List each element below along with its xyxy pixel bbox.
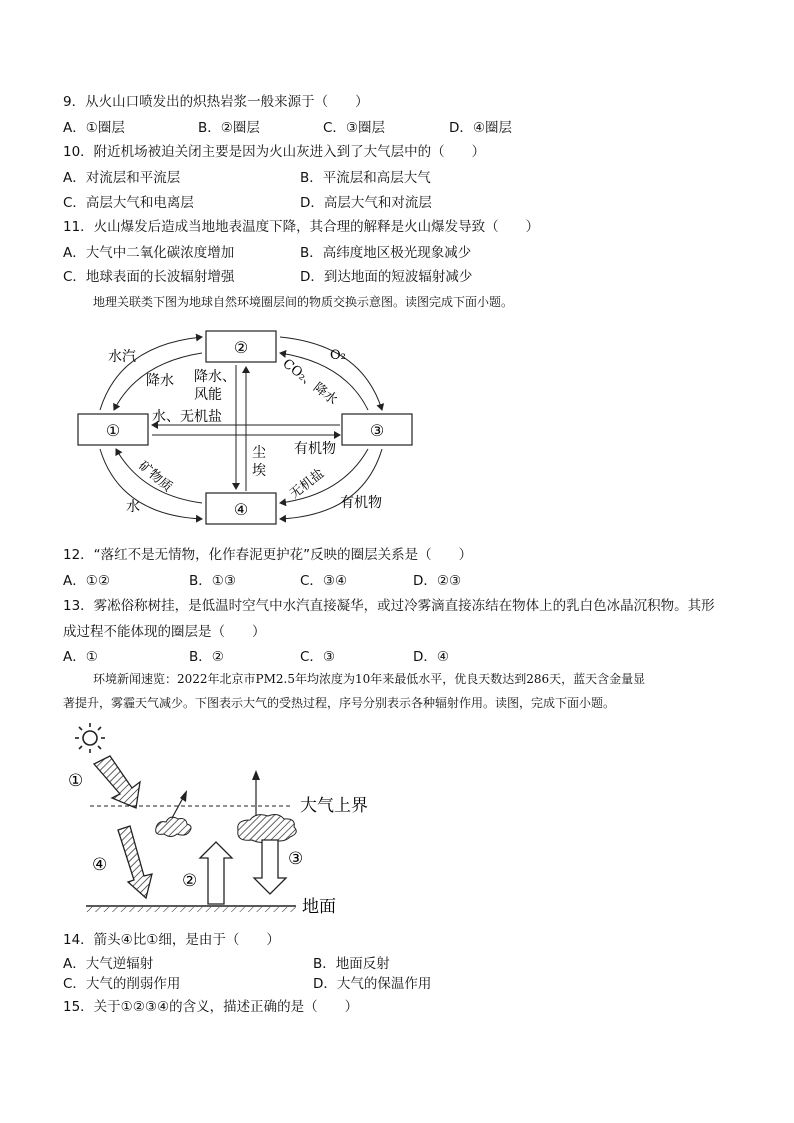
diagram2-intro-line2: 著提升，雾霾天气减少。下图表示大气的受热过程，序号分别表示各种辐射作用。读图，完成下面小题。 <box>63 696 616 710</box>
q10-option-b: B．平流层和高层大气 <box>300 170 431 186</box>
q13-option-d: D．④ <box>413 649 449 665</box>
label-water-bottom: 水 <box>126 499 140 515</box>
box-1-label: ① <box>105 421 121 440</box>
q12-option-b: B．①③ <box>189 573 236 589</box>
q12-option-c: C．③④ <box>300 573 348 589</box>
large-cloud <box>238 815 297 843</box>
q11-option-d: D．到达地面的短波辐射减少 <box>300 269 473 285</box>
label-ground: 地面 <box>302 897 336 917</box>
q11-option-a: A．大气中二氧化碳浓度增加 <box>63 245 235 261</box>
q9-option-b: B．②圈层 <box>198 120 260 136</box>
label-n4: ④ <box>92 855 108 875</box>
label-rain-wind-1: 降水、 <box>194 369 236 385</box>
arrow-2-ground-radiation <box>200 842 232 904</box>
q13-option-a: A．① <box>63 649 98 665</box>
label-o2: O₂ <box>330 348 346 363</box>
q13-option-b: B．② <box>189 649 224 665</box>
label-co2-rain: CO₂、降水 <box>279 356 340 409</box>
q13-stem-line1: 13．雾凇俗称树挂，是低温时空气中水汽直接凝华，或过冷雾滴直接冻结在物体上的乳白色冰晶沉积物。其形 <box>63 598 715 614</box>
label-organic-bottom: 有机物 <box>340 495 382 511</box>
label-n3: ③ <box>288 849 304 869</box>
q12-stem: 12．“落红不是无情物，化作春泥更护花”反映的圈层关系是（ ） <box>63 547 473 563</box>
q10-stem: 10．附近机场被迫关闭主要是因为火山灰进入到了大气层中的（ ） <box>63 144 486 160</box>
sun-icon <box>75 723 105 753</box>
q14-option-a: A．大气逆辐射 <box>63 956 154 972</box>
label-dust-2: 埃 <box>252 463 266 479</box>
q11-stem: 11．火山爆发后造成当地地表温度下降，其合理的解释是火山爆发导致（ ） <box>63 219 540 235</box>
diagram2-intro-line1: 环境新闻速览：2022年北京市PM2.5年均浓度为10年来最低水平，优良天数达到286天，蓝天含金量显 <box>93 672 646 686</box>
q14-option-c: C．大气的削弱作用 <box>63 976 181 992</box>
arrow-3-atmospheric-counter-radiation <box>254 840 286 894</box>
q15-stem: 15．关于①②③④的含义，描述正确的是（ ） <box>63 999 359 1015</box>
sphere-exchange-diagram <box>70 325 420 535</box>
q13-stem-line2: 成过程不能体现的圈层是（ ） <box>63 624 266 640</box>
label-mineral: 矿物质 <box>135 458 175 496</box>
q14-option-d: D．大气的保温作用 <box>313 976 432 992</box>
q14-stem: 14．箭头④比①细，是由于（ ） <box>63 932 280 948</box>
q9-option-a: A．①圈层 <box>63 120 125 136</box>
q9-stem: 9．从火山口喷发出的炽热岩浆一般来源于（ ） <box>63 94 369 110</box>
q10-option-d: D．高层大气和对流层 <box>300 195 432 211</box>
label-dust-1: 尘 <box>252 445 266 461</box>
box-2-label: ② <box>233 338 249 357</box>
arrow-water-bottom <box>100 449 202 519</box>
q10-option-c: C．高层大气和电离层 <box>63 195 194 211</box>
q13-option-c: C．③ <box>300 649 336 665</box>
q9-option-c: C．③圈层 <box>323 120 386 136</box>
q9-option-d: D．④圈层 <box>449 120 512 136</box>
q10-option-a: A．对流层和平流层 <box>63 170 181 186</box>
label-n1: ① <box>68 771 84 791</box>
ground-hatch <box>86 907 296 912</box>
box-3-label: ③ <box>369 421 385 440</box>
label-n2: ② <box>182 871 198 891</box>
q12-option-d: D．②③ <box>413 573 462 589</box>
small-cloud <box>156 817 191 836</box>
label-rain-left: 降水 <box>146 373 174 389</box>
box-4-label: ④ <box>233 500 249 519</box>
label-atmosphere-top: 大气上界 <box>300 796 368 816</box>
q12-option-a: A．①② <box>63 573 110 589</box>
label-rain-wind-2: 风能 <box>194 387 222 403</box>
q11-option-b: B．高纬度地区极光现象减少 <box>300 245 472 261</box>
label-vapor: 水汽 <box>108 349 136 365</box>
q14-option-b: B．地面反射 <box>313 956 390 972</box>
label-salt-bottom: 无机盐 <box>287 466 328 503</box>
label-organic-mid: 有机物 <box>294 441 336 457</box>
arrow-1-solar-radiation <box>94 756 140 808</box>
diagram1-intro: 地理关联类下图为地球自然环境圈层间的物质交换示意图。读图完成下面小题。 <box>93 295 514 309</box>
label-water-salt: 水、无机盐 <box>152 409 222 425</box>
arrow-4-ground-radiation-in <box>118 826 152 898</box>
atmosphere-heating-diagram <box>60 718 400 918</box>
q11-option-c: C．地球表面的长波辐射增强 <box>63 269 235 285</box>
